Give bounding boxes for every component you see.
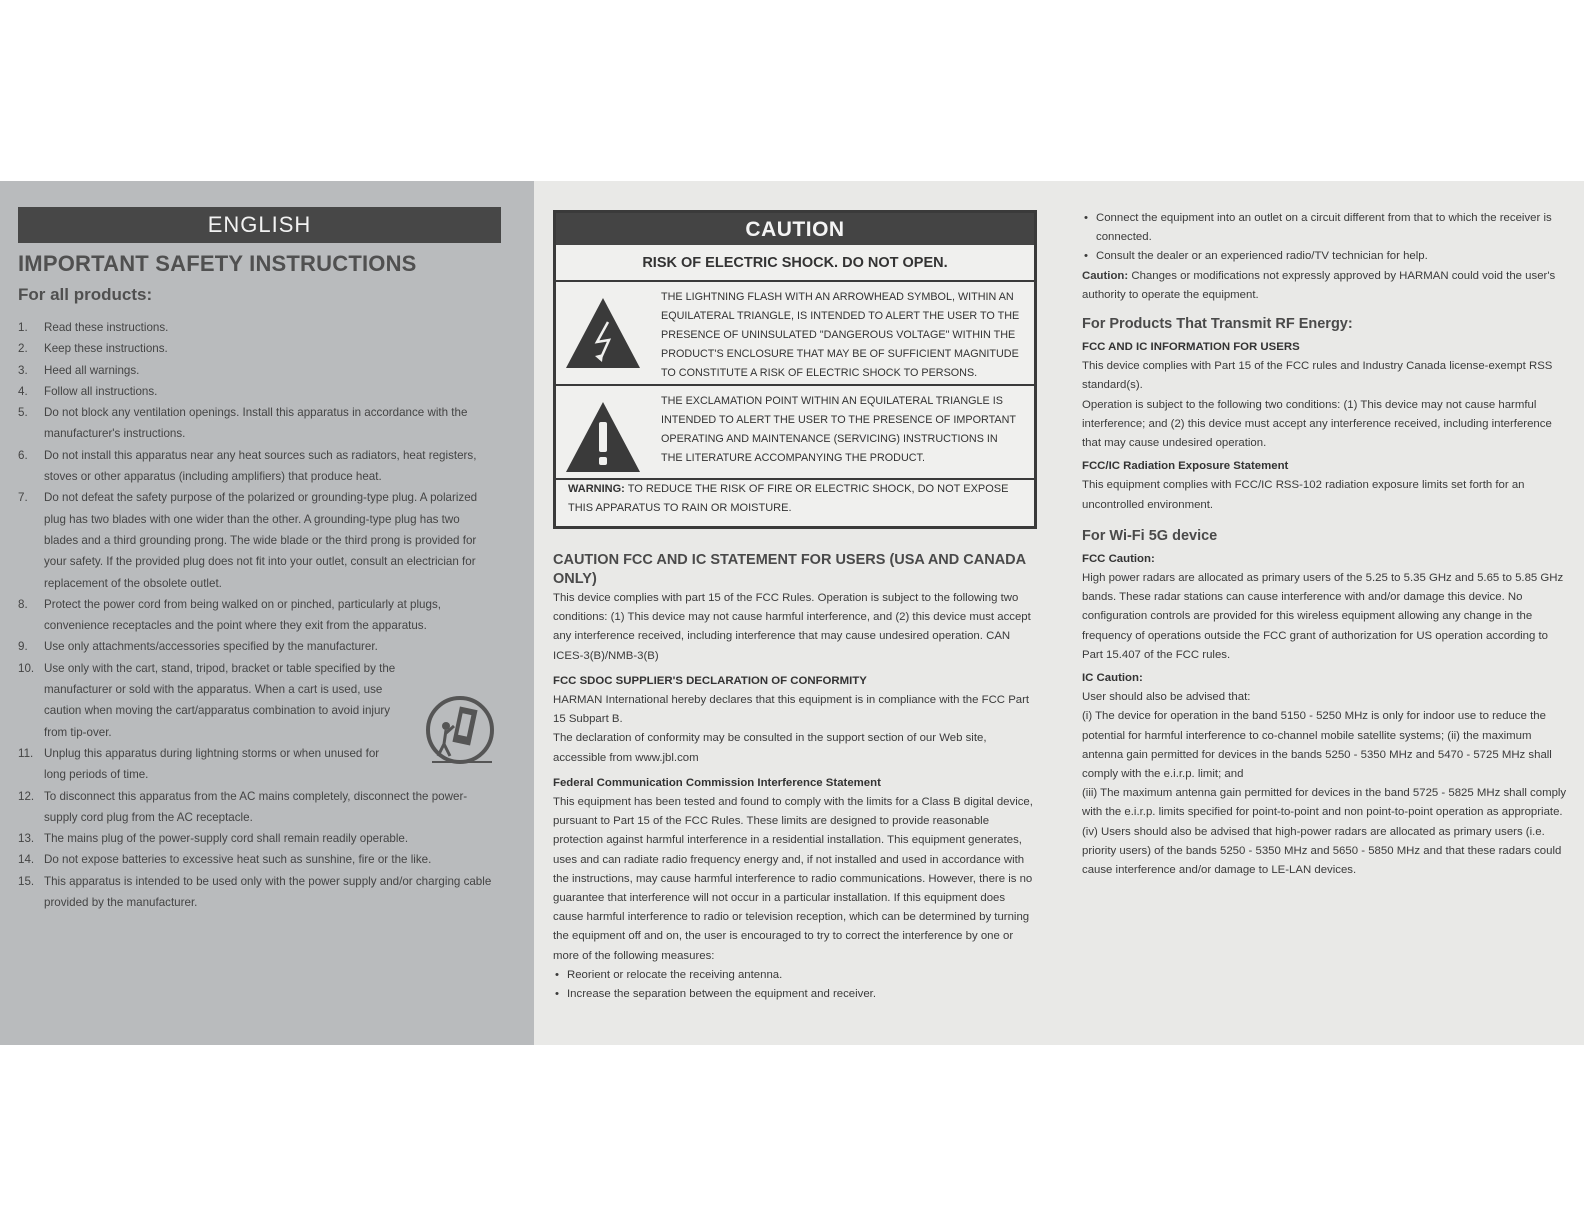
wifi-heading: For Wi-Fi 5G device <box>1082 527 1218 544</box>
list-item: 1. Read these instructions. <box>18 321 169 334</box>
caution-statement <box>1082 267 1570 305</box>
caution-header: CAUTION <box>556 213 1034 245</box>
fcc-caution-body: High power radars are allocated as primary users of the 5.25 to 5.35 GHz and 5.65 to 5.85 GHz bands. These radar stations can cause interference with and/or damage this device. No configuration controls are provided for this wireless equipment allowing any change in the frequency of operations outside the FCC grant of authorization for US operation according to Part 15.407 of the FCC rules. <box>1082 572 1564 661</box>
lightning-warning-text: THE LIGHTNING FLASH WITH AN ARROWHEAD SYMBOL, WITHIN AN EQUILATERAL TRIANGLE, IS INTENDED TO ALERT THE USER TO THE PRESENCE OF UNINSULATED "DANGEROUS VOLTAGE" WITHIN THE PRODUCT'S ENCLOSURE THAT MAY BE OF SUFFICIENT MAGNITUDE TO CONSTITUTE A RISK OF ELECTRIC SHOCK TO PERSONS. <box>661 291 1020 379</box>
list-item: 13. The mains plug of the power-supply cord shall remain readily operable. <box>18 832 409 846</box>
list-item: 3. Heed all warnings. <box>18 363 140 377</box>
caution-box <box>553 210 1037 529</box>
list-item: 4. Follow all instructions. <box>18 384 158 398</box>
list-item: 9. Use only attachments/accessories specified by the manufacturer. <box>18 640 378 654</box>
rf-heading: For Products That Transmit RF Energy: <box>1082 316 1353 333</box>
list-item: 6. Do not install this apparatus near any heat sources such as radiators, heat registers, stoves or other apparatus (including amplifiers) that produce heat. <box>18 448 477 484</box>
list-item: • Consult the dealer or an experienced radio/TV technician for help. <box>1082 247 1570 266</box>
caution-text: Changes or modifications not expressly approved by HARMAN could void the user's authority to operate the equipment. <box>1082 269 1556 301</box>
rf-column <box>1082 209 1570 880</box>
list-item: • Increase the separation between the equipment and receiver. <box>553 985 1033 1004</box>
fcc-ic-body-2: Operation is subject to the following two conditions: (1) This device may not cause harmful interference; and (2) this device must accept any interference received, including interference that may cause undesired operation. <box>1082 398 1552 450</box>
warning-note <box>568 480 1023 518</box>
exclamation-warning-row <box>556 386 1034 480</box>
fcc-heading: CAUTION FCC AND IC STATEMENT FOR USERS (USA AND CANADA ONLY) <box>553 552 1026 587</box>
fcc-interference-body: This equipment has been tested and found to comply with the limits for a Class B digital device, pursuant to Part 15 of the FCC Rules. These limits are designed to provide reasonable protection against harmful interference in a residential installation. This equipment generates, uses and can radiate radio frequency energy and, if not installed and used in accordance with the instructions, may cause harmful interference to radio communications. However, there is no guarantee that interference will not occur in a particular installation. If this equipment does cause harmful interference to radio or television reception, which can be determined by turning the equipment off and on, the user is encouraged to try to correct the interference by one or more of the following measures: <box>553 796 1033 962</box>
ic-caution-iii: (iii) The maximum antenna gain permitted for devices in the band 5725 - 5825 MHz shall comply with the e.i.r.p. limits specified for point-to-point and non point-to-point operation as appropriate. <box>1082 787 1567 819</box>
radiation-body: This equipment complies with FCC/IC RSS-102 radiation exposure limits set forth for an uncontrolled environment. <box>1082 479 1525 511</box>
sdoc-body-2: The declaration of conformity may be consulted in the support section of our Web site, accessible from www.jbl.com <box>553 732 987 764</box>
ic-caution-heading: IC Caution: <box>1082 672 1143 685</box>
lightning-triangle-icon <box>564 296 642 370</box>
language-header: ENGLISH <box>18 207 501 243</box>
list-item: 12. To disconnect this apparatus from the AC mains completely, disconnect the power-supply cord plug from the AC receptacle. <box>18 789 468 824</box>
list-item: 15. This apparatus is intended to be used only with the power supply and/or charging cable provided by the manufacturer. <box>18 874 492 910</box>
list-item: 7. Do not defeat the safety purpose of the polarized or grounding-type plug. A polarized plug has two blades with one wider than the other. A grounding-type plug has two blades and a third grounding prong. The wide blade or the third prong is provided for your safety. If the provided plug does not fit into your outlet, consult an electrician for replacement of the obsolete outlet. <box>18 491 478 590</box>
caution-risk-line: RISK OF ELECTRIC SHOCK. DO NOT OPEN. <box>556 245 1034 282</box>
list-item: 2. Keep these instructions. <box>18 342 168 356</box>
list-item: 5. Do not block any ventilation openings. Install this apparatus in accordance with the manufacturer's instructions. <box>18 406 468 441</box>
warning-label: WARNING: <box>568 483 625 495</box>
safety-subtitle: For all products: <box>18 285 153 304</box>
safety-title: IMPORTANT SAFETY INSTRUCTIONS <box>18 251 417 276</box>
fcc-column <box>553 551 1033 1004</box>
list-item: • Connect the equipment into an outlet on a circuit different from that to which the receiver is connected. <box>1082 209 1570 247</box>
sdoc-heading: FCC SDOC SUPPLIER'S DECLARATION OF CONFORMITY <box>553 674 867 687</box>
ic-caution-intro: User should also be advised that: <box>1082 691 1251 704</box>
sdoc-body-1: HARMAN International hereby declares that this equipment is in compliance with the FCC Part 15 Subpart B. <box>553 694 1030 726</box>
exclamation-warning-text: THE EXCLAMATION POINT WITHIN AN EQUILATERAL TRIANGLE IS INTENDED TO ALERT THE USER TO THE PRESENCE OF IMPORTANT OPERATING AND MAINTENANCE (SERVICING) INSTRUCTIONS IN THE LITERATURE ACCOMPANYING THE PRODUCT. <box>661 395 1016 464</box>
warning-text: TO REDUCE THE RISK OF FIRE OR ELECTRIC SHOCK, DO NOT EXPOSE THIS APPARATUS TO RAIN OR MOISTURE. <box>568 483 1009 514</box>
fcc-ic-body-1: This device complies with Part 15 of the FCC rules and Industry Canada license-exempt RSS standard(s). <box>1082 360 1553 392</box>
caution-label: Caution: <box>1082 269 1129 282</box>
list-item: • Reorient or relocate the receiving antenna. <box>553 966 1033 985</box>
safety-panel <box>0 181 534 1045</box>
cart-tip-over-icon <box>424 696 494 768</box>
fcc-caution-heading: FCC Caution: <box>1082 552 1155 565</box>
list-item: 8. Protect the power cord from being walked on or pinched, particularly at plugs, convenience receptacles and the point where they exit from the apparatus. <box>18 597 441 633</box>
manual-sheet <box>0 181 1584 1045</box>
list-item: 14. Do not expose batteries to excessive heat such as sunshine, fire or the like. <box>18 853 432 867</box>
ic-caution-iv: (iv) Users should also be advised that high-power radars are allocated as primary users (i.e. priority users) of the bands 5250 - 5350 MHz and 5650 - 5850 MHz and that these radars could cause interference and/or damage to LE-LAN devices. <box>1082 825 1562 877</box>
safety-instruction-list <box>18 317 496 913</box>
radiation-heading: FCC/IC Radiation Exposure Statement <box>1082 460 1289 473</box>
list-item: 11. Unplug this apparatus during lightning storms or when unused for long periods of time. <box>18 746 380 782</box>
fcc-ic-heading: FCC AND IC INFORMATION FOR USERS <box>1082 341 1300 354</box>
lightning-warning-row <box>556 282 1034 386</box>
fcc-interference-heading: Federal Communication Commission Interference Statement <box>553 776 881 789</box>
fcc-body: This device complies with part 15 of the FCC Rules. Operation is subject to the following two conditions: (1) This device may not cause harmful interference, and (2) this device must accept any interference received, including interference that may cause undesired operation. CAN ICES-3(B)/NMB-3(B) <box>553 592 1031 662</box>
list-item: 10. Use only with the cart, stand, tripod, bracket or table specified by the manufacturer or sold with the apparatus. When a cart is used, use caution when moving the cart/apparatus combination to avoid injury from tip-over. <box>18 661 396 739</box>
ic-caution-i: (i) The device for operation in the band 5150 - 5250 MHz is only for indoor use to reduce the potential for harmful interference to co-channel mobile satellite systems; (ii) the maximum antenna gain permitted for devices in the bands 5250 - 5350 MHz and 5470 - 5725 MHz shall comply with the e.i.r.p. limit; and <box>1082 710 1552 781</box>
exclamation-triangle-icon <box>564 400 642 474</box>
